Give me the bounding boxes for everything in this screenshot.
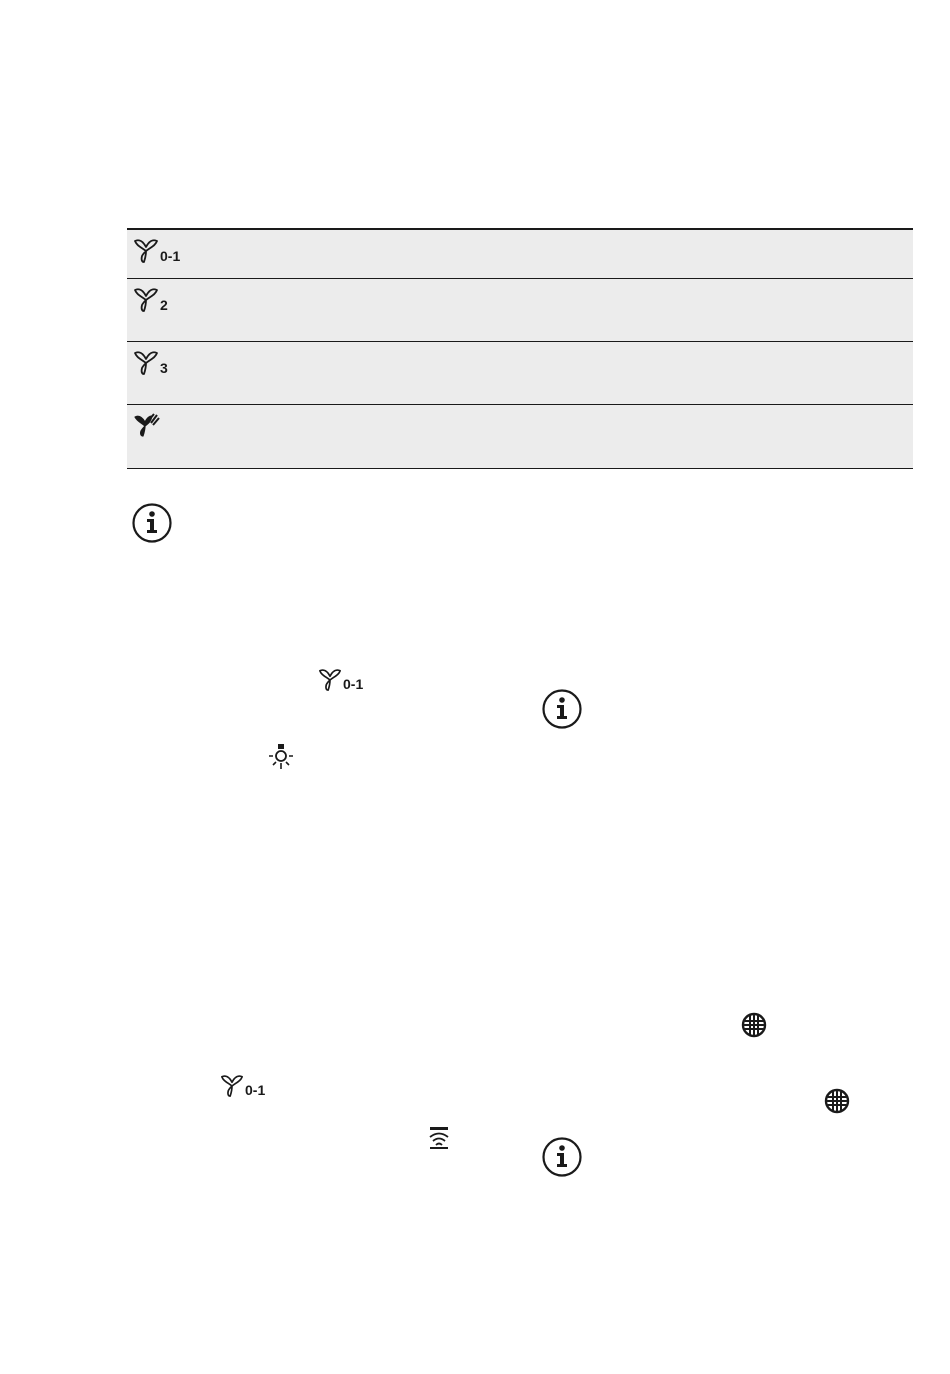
- fan-speed-cell: [133, 287, 168, 313]
- fan-speed-icon: [318, 668, 342, 692]
- fan-speed-subscript: 2: [160, 297, 168, 313]
- info-icon: [132, 503, 172, 543]
- fan-speed-icon: [133, 287, 159, 313]
- table-row: [127, 405, 913, 469]
- grease-filter-grid-icon: [824, 1088, 850, 1114]
- grease-filter-grid-icon: [741, 1012, 767, 1038]
- fan-speed-subscript: 0-1: [160, 248, 181, 264]
- table-row: [127, 342, 913, 405]
- fan-speed-icon: [133, 238, 159, 264]
- fan-speed-inline: [318, 668, 363, 692]
- hob2hood-signal-icon: [427, 1126, 451, 1150]
- fan-speed-table: [127, 228, 913, 469]
- fan-speed-icon: [220, 1074, 244, 1098]
- fan-boost-cell: [133, 413, 161, 439]
- table-row: [127, 279, 913, 342]
- table-row: [127, 230, 913, 279]
- fan-speed-subscript: 3: [160, 360, 168, 376]
- info-icon: [542, 689, 582, 729]
- fan-speed-subscript: 0-1: [245, 1082, 266, 1098]
- light-bulb-icon: [268, 743, 294, 771]
- fan-boost-icon: [133, 413, 161, 439]
- fan-speed-cell: [133, 238, 180, 264]
- fan-speed-icon: [133, 350, 159, 376]
- fan-speed-subscript: 0-1: [343, 676, 364, 692]
- fan-speed-inline: [220, 1074, 265, 1098]
- fan-speed-cell: [133, 350, 168, 376]
- info-icon: [542, 1137, 582, 1177]
